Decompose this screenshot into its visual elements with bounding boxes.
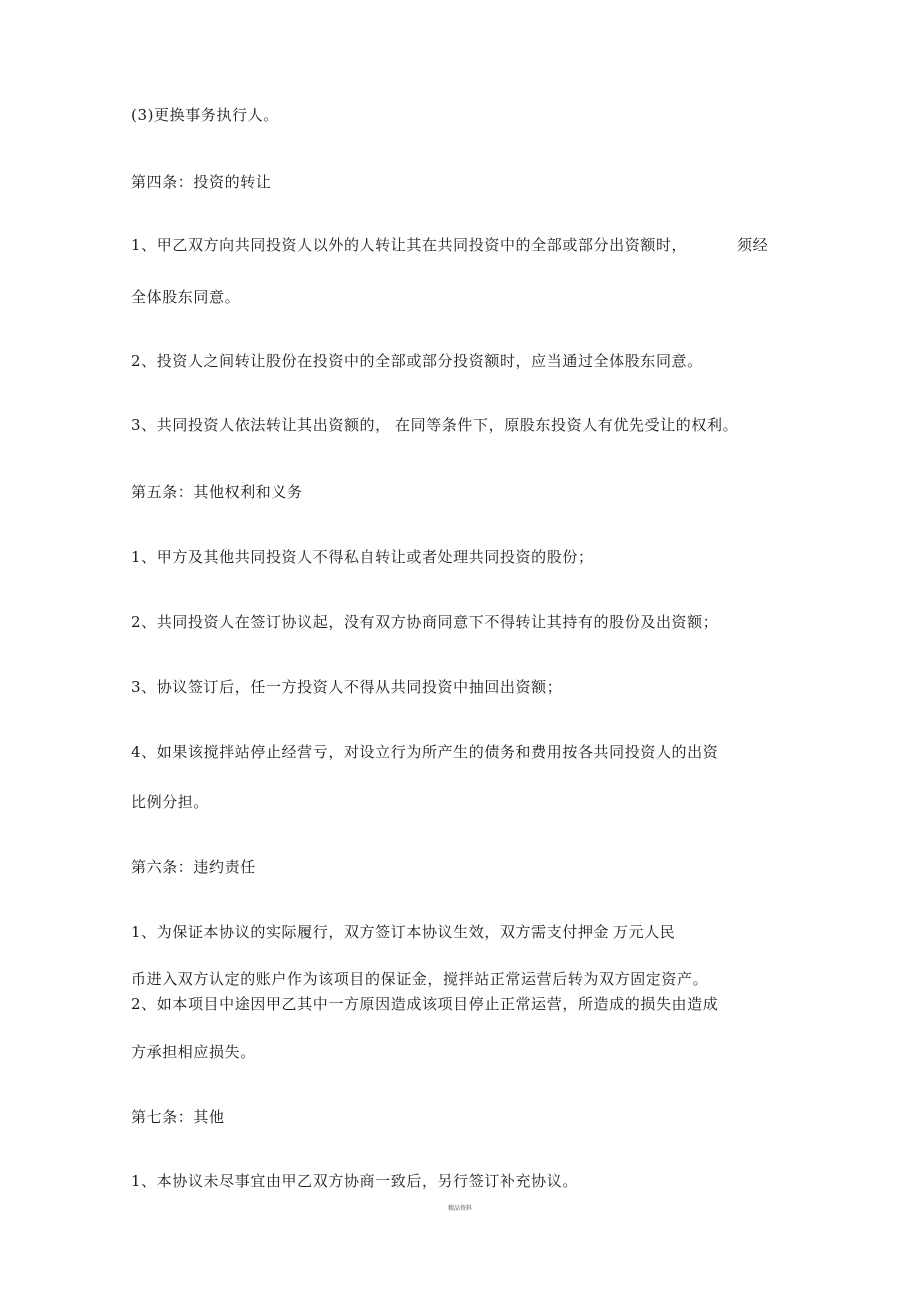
article-6-item-2-cont: 方承担相应损失。: [131, 1043, 256, 1061]
article-4-heading: 第四条：投资的转让: [131, 173, 272, 191]
article-5-item-1: 1、甲方及其他共同投资人不得私自转让或者处理共同投资的股份；: [131, 548, 594, 566]
article-5-heading: 第五条：其他权利和义务: [131, 483, 303, 501]
article-4-item-1-cont: 全体股东同意。: [131, 288, 241, 306]
article-5-item-4-cont: 比例分担。: [131, 793, 210, 811]
article-6-item-1-tail: 万元人民: [613, 923, 676, 941]
clause-item-3: (3)更换事务执行人。: [131, 106, 279, 124]
article-5-item-2: 2、共同投资人在签订协议起，没有双方协商同意下不得转让其持有的股份及出资额；: [131, 613, 719, 631]
article-6-item-1-cont: 币进入双方认定的账户作为该项目的保证金，搅拌站正常运营后转为双方固定资产。: [131, 970, 709, 988]
page-footer: 精品资料: [447, 1205, 472, 1212]
article-6-heading: 第六条：违约责任: [131, 858, 256, 876]
article-5-item-4: 4、如果该搅拌站停止经营亏，对设立行为所产生的债务和费用按各共同投资人的出资: [131, 743, 719, 761]
article-4-item-1-text: 1、甲乙双方向共同投资人以外的人转让其在共同投资中的全部或部分出资额时，: [131, 236, 688, 254]
article-4-item-3-tail: 在同等条件下，原股东投资人有优先受让的权利。: [395, 416, 739, 434]
article-6-item-2: 2、如本项目中途因甲乙其中一方原因造成该项目停止正常运营，所造成的损失由造成: [131, 995, 719, 1013]
article-5-item-3: 3、协议签订后，任一方投资人不得从共同投资中抽回出资额；: [131, 678, 563, 696]
article-7-item-1: 1、本协议未尽事宜由甲乙双方协商一致后，另行签订补充协议。: [131, 1172, 578, 1190]
article-6-item-1-text: 1、为保证本协议的实际履行，双方签订本协议生效，双方需支付押金: [131, 923, 610, 941]
article-7-heading: 第七条：其他: [131, 1108, 225, 1126]
article-4-item-2: 2、投资人之间转让股份在投资中的全部或部分投资额时，应当通过全体股东同意。: [131, 352, 703, 370]
article-4-item-1-tail: 须经: [737, 236, 769, 254]
article-4-item-3-text: 3、共同投资人依法转让其出资额的，: [131, 416, 391, 434]
